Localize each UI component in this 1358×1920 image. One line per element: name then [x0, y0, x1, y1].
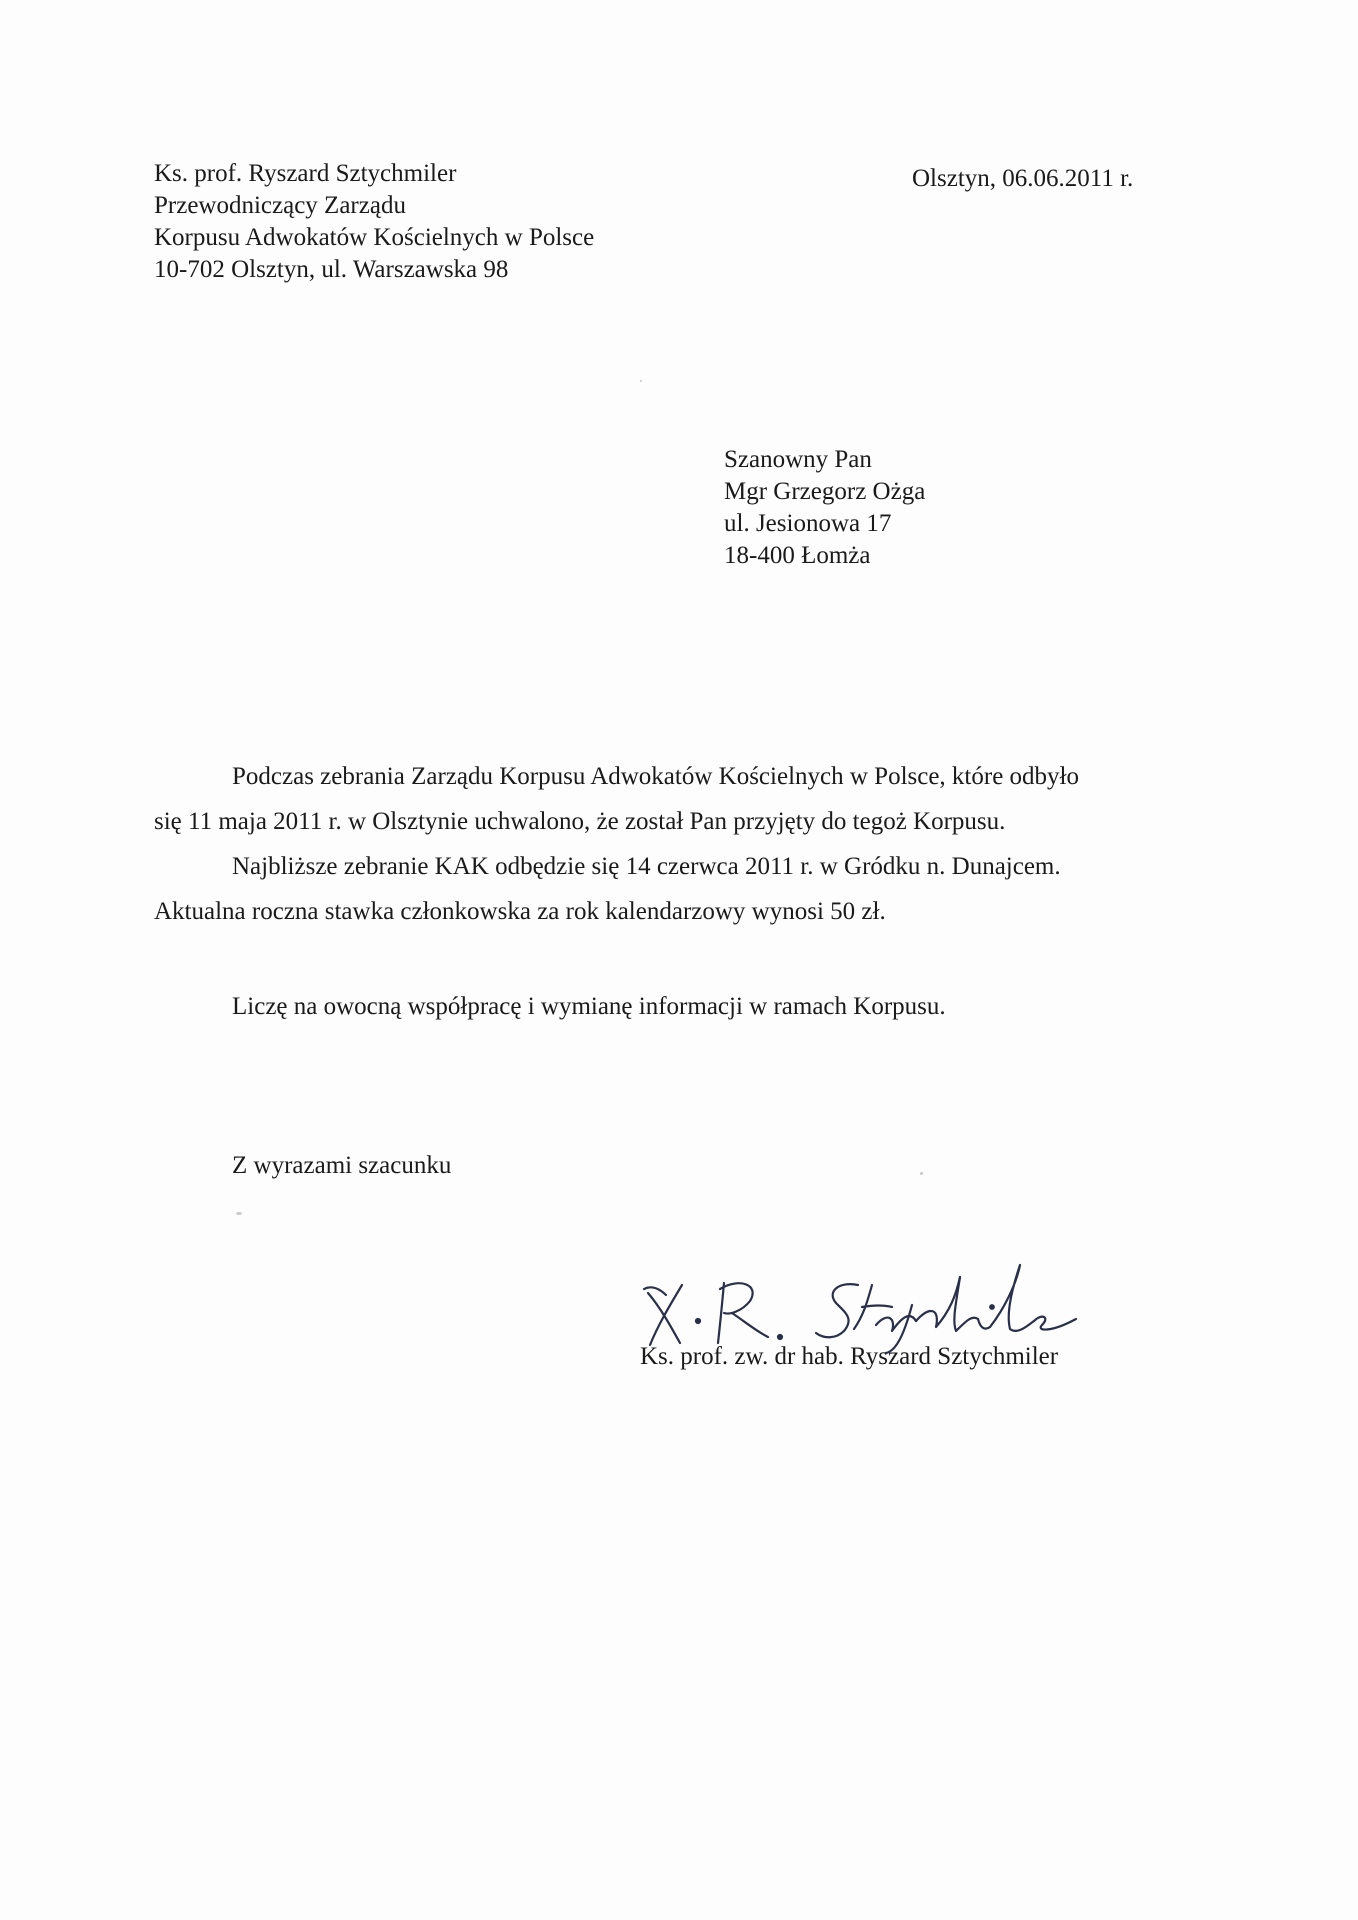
closing-phrase: Z wyrazami szacunku: [232, 1152, 452, 1179]
sender-block: [154, 158, 594, 286]
body-paragraph-1-line-2: się 11 maja 2011 r. w Olsztynie uchwalono, że został Pan przyjęty do tegoż Korpusu.: [154, 808, 1006, 835]
letter-date: Olsztyn, 06.06.2011 r.: [912, 165, 1134, 192]
body-paragraph-3-line-1: Liczę na owocną współpracę i wymianę informacji w ramach Korpusu.: [232, 993, 946, 1020]
sender-name: Ks. prof. Ryszard Sztychmiler: [154, 160, 457, 187]
recipient-street: ul. Jesionowa 17: [724, 510, 892, 537]
scan-speck: [236, 1212, 242, 1215]
sender-address: 10-702 Olsztyn, ul. Warszawska 98: [154, 256, 509, 283]
handwritten-signature: [640, 1255, 1080, 1355]
recipient-city: 18-400 Łomża: [724, 542, 871, 569]
sender-organization: Korpusu Adwokatów Kościelnych w Polsce: [154, 224, 595, 251]
sender-title: Przewodniczący Zarządu: [154, 192, 406, 219]
body-paragraph-1-line-1: Podczas zebrania Zarządu Korpusu Adwokatów Kościelnych w Polsce, które odbyło: [232, 763, 1079, 790]
signatory-name: Ks. prof. zw. dr hab. Ryszard Sztychmiler: [640, 1343, 1059, 1370]
scan-speck: [640, 380, 642, 382]
body-paragraph-2-line-1: Najbliższe zebranie KAK odbędzie się 14 czerwca 2011 r. w Gródku n. Dunajcem.: [232, 853, 1061, 880]
body-paragraph-2-line-2: Aktualna roczna stawka członkowska za rok kalendarzowy wynosi 50 zł.: [154, 898, 886, 925]
scan-speck: [920, 1172, 923, 1175]
recipient-block: [724, 444, 925, 572]
recipient-salutation: Szanowny Pan: [724, 446, 872, 473]
recipient-name: Mgr Grzegorz Ożga: [724, 478, 926, 505]
